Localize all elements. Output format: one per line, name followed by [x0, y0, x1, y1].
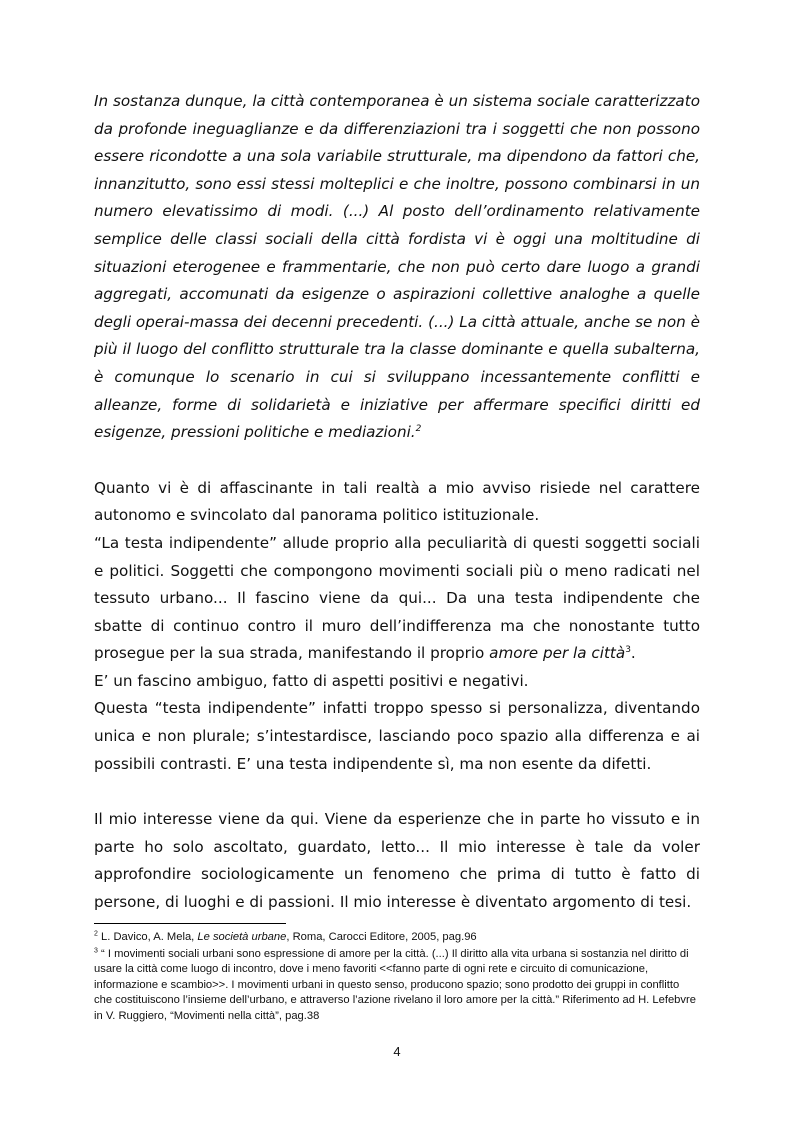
paragraph-3: E’ un fascino ambiguo, fatto di aspetti positivi e negativi.: [94, 671, 529, 690]
paragraph-2-italic: amore per la città: [489, 644, 626, 663]
footnote-2-number: 2: [94, 930, 98, 938]
paragraph-2: [94, 530, 700, 668]
page-body: [94, 88, 700, 917]
paragraph-5: Il mio interesse viene da qui. Viene da esperienze che in parte ho vissuto e in parte ho solo ascoltato, guardato, letto... Il mio interesse è tale da voler approfondire sociologicamente un fenomeno che prima di tutto è fatto di persone, di luoghi e di passioni. Il mio interesse è diventato argomento di tesi.: [94, 810, 700, 912]
paragraph-2-text: “La testa indipendente” allude proprio alla peculiarità di questi soggetti sociali e politici. Soggetti che compongono movimenti sociali più o meno radicati nel tessuto urbano... Il fascino viene da qui... Da una testa indipendente che sbatte di continuo contro il muro dell’indifferenza ma che nonostante tutto prosegue per la sua strada, manifestando il proprio: [94, 533, 700, 663]
paragraph-2-end: .: [630, 644, 636, 663]
paragraph-1: Quanto vi è di affascinante in tali realtà a mio avviso risiede nel carattere autonomo e svincolato dal panorama politico istituzionale.: [94, 478, 700, 525]
footnote-2-source: , Roma, Carocci Editore, 2005, pag.96: [286, 931, 477, 943]
footnote-ref-3[interactable]: 3: [625, 645, 631, 656]
footnote-ref-2[interactable]: 2: [415, 424, 422, 435]
footnote-3-number: 3: [94, 947, 98, 955]
footnote-3-text: “ I movimenti sociali urbani sono espressione di amore per la città. (...) Il diritto alla vita urbana si sostanzia nel diritto di usare la città come luogo di incontro, dove i meno favoriti <<fanno parte di ogni rete e circuito di comunicazione, informazione e scambio>>. I movimenti urbani in questo senso, producono spazio; sono prodotto dei gruppi in conflitto che costituiscono l’insieme dell’urbano, e attraverso l’azione rivelano il loro amore per la città.” Riferimento ad H. Lefebvre in V. Ruggiero, “Movimenti nella città”, pag.38: [94, 948, 696, 1022]
quote-text: In sostanza dunque, la città contemporanea è un sistema sociale caratterizzato da profonde ineguaglianze e da differenziazioni tra i soggetti che non possono essere ricondotte a una sola variabile strutturale, ma dipendono da fattori che, innanzitutto, sono essi stessi molteplici e che inoltre, possono combinarsi in un numero elevatissimo di modi. (...) Al posto dell’ordinamento relativamente semplice delle classi sociali della città fordista vi è oggi una moltitudine di situazioni eterogenee e frammentarie, che non può certo dare luogo a grandi aggregati, accomunati da esigenze o aspirazioni collettive analoghe a quelle degli operai-massa dei decenni precedenti. (...) La città attuale, anche se non è più il luogo del conflitto strutturale tra la classe dominante e quella subalterna, è comunque lo scenario in cui si sviluppano incessantemente conflitti e alleanze, forme di solidarietà e iniziative per affermare specifici diritti ed esigenze, pressioni politiche e mediazioni.: [94, 92, 700, 442]
footnote-3: [94, 947, 700, 1024]
block-quote: [94, 88, 700, 447]
footnote-2-title: Le società urbane: [197, 931, 287, 943]
footnote-2-text: L. Davico, A. Mela,: [97, 931, 198, 943]
page-number: 4: [393, 1044, 401, 1059]
paragraph-4: Questa “testa indipendente” infatti troppo spesso si personalizza, diventando unica e non plurale; s’intestardisce, lasciando poco spazio alla differenza e ai possibili contrasti. E’ una testa indipendente sì, ma non esente da difetti.: [94, 699, 700, 773]
footnote-separator: [94, 923, 286, 924]
footnote-2: [94, 930, 700, 945]
